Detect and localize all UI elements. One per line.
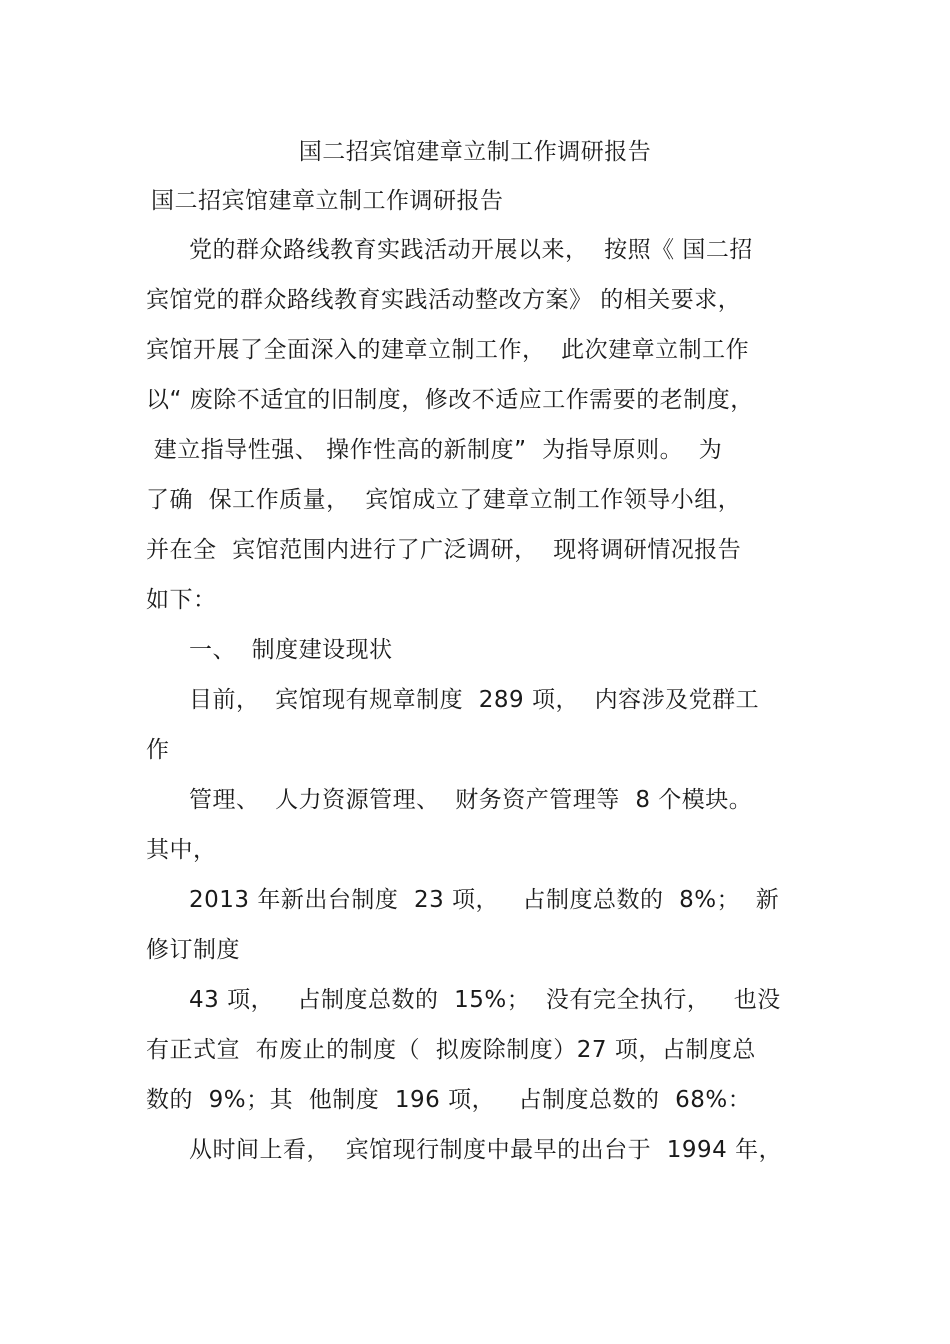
- paragraph-line: 有正式宣 布废止的制度（ 拟废除制度）27 项，占制度总: [146, 1037, 756, 1063]
- paragraph-line: 宾馆开展了全面深入的建章立制工作， 此次建章立制工作: [146, 337, 750, 363]
- paragraph-line: 作: [146, 737, 170, 763]
- paragraph-line: 数的 9%；其 他制度 196 项， 占制度总数的 68%：: [146, 1087, 752, 1113]
- paragraph-line: 管理、 人力资源管理、 财务资产管理等 8 个模块。: [189, 787, 753, 813]
- paragraph-line: 修订制度: [146, 937, 240, 963]
- paragraph-line: 了确 保工作质量， 宾馆成立了建章立制工作领导小组，: [146, 487, 742, 513]
- paragraph-line: 建立指导性强、 操作性高的新制度” 为指导原则。 为: [146, 437, 723, 463]
- paragraph-line: 宾馆党的群众路线教育实践活动整改方案》 的相关要求，: [146, 287, 742, 313]
- paragraph-line: 其中，: [146, 837, 217, 863]
- paragraph-line: 2013 年新出台制度 23 项， 占制度总数的 8%； 新: [189, 887, 780, 913]
- paragraph-line: 目前， 宾馆现有规章制度 289 项， 内容涉及党群工: [189, 687, 760, 713]
- document-title: 国二招宾馆建章立制工作调研报告: [298, 139, 652, 165]
- paragraph-line: 并在全 宾馆范围内进行了广泛调研， 现将调研情况报告: [146, 537, 742, 563]
- section-heading: 一、 制度建设现状: [189, 637, 393, 663]
- paragraph-line: 如下：: [146, 587, 217, 613]
- paragraph-line: 党的群众路线教育实践活动开展以来， 按照《 国二招: [189, 237, 753, 263]
- paragraph-line: 以“ 废除不适宜的旧制度，修改不适应工作需要的老制度，: [146, 387, 754, 413]
- paragraph-line: 从时间上看， 宾馆现行制度中最早的出台于 1994 年，: [189, 1137, 783, 1163]
- paragraph-line: 43 项， 占制度总数的 15%； 没有完全执行， 也没: [189, 987, 781, 1013]
- document-subtitle: 国二招宾馆建章立制工作调研报告: [151, 188, 504, 214]
